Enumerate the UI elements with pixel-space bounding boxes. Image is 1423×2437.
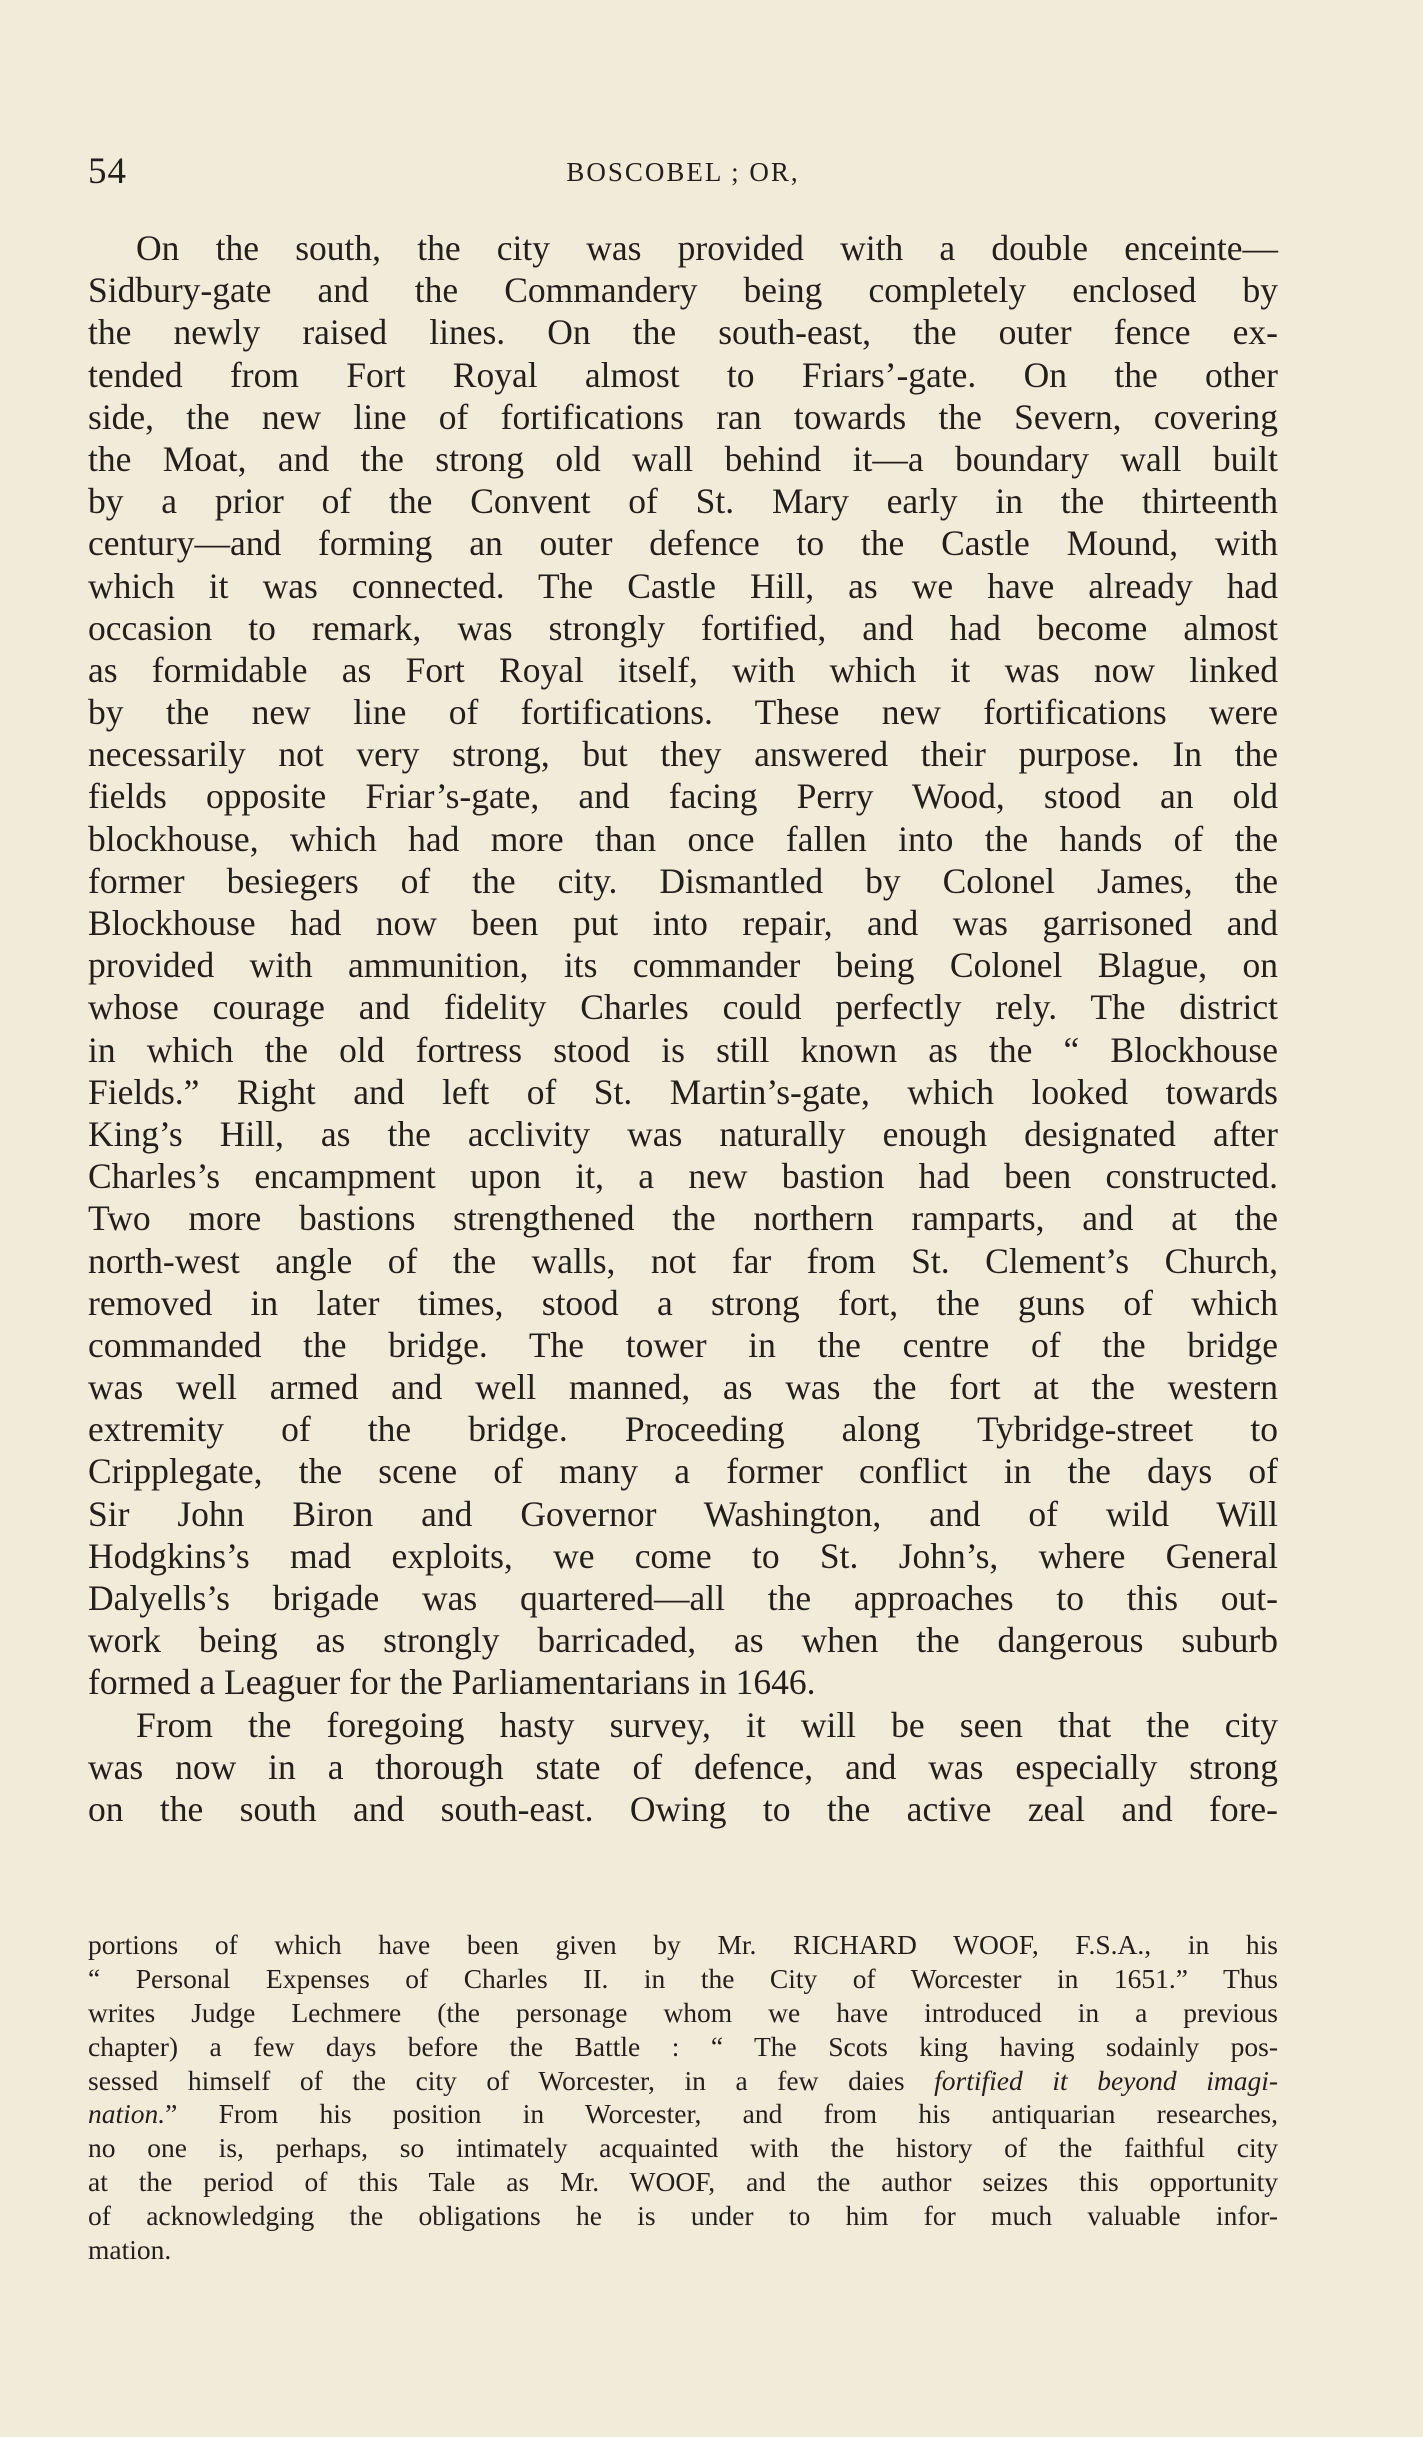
text-line: Sidbury-gate and the Commandery being completely enclosed by	[88, 270, 1278, 311]
page-number: 54	[88, 151, 127, 192]
text-line: King’s Hill, as the acclivity was naturally enough designated after	[88, 1113, 1278, 1154]
footnote-line	[88, 2064, 1278, 2098]
footnote-line	[88, 2097, 1278, 2131]
text-line: formed a Leaguer for the Parliamentarians in 1646.	[88, 1662, 816, 1703]
text-line: as formidable as Fort Royal itself, with which it was now linked	[88, 649, 1278, 690]
footnote-line: “ Personal Expenses of Charles II. in the City of Worcester in 1651.” Thus	[88, 1962, 1278, 1994]
footnote-line: at the period of this Tale as Mr. WOOF, and the author seizes this opportunity	[88, 2166, 1278, 2198]
text-line: the newly raised lines. On the south-east, the outer fence ex-	[88, 312, 1278, 353]
footnote-line: portions of which have been given by Mr. RICHARD WOOF, F.S.A., in his	[88, 1929, 1278, 1960]
text-line: on the south and south-east. Owing to the active zeal and fore-	[88, 1788, 1278, 1829]
footnote-line-text: ” From his position in Worcester, and from his antiquarian researches,	[165, 2098, 1278, 2130]
text-line: Dalyells’s brigade was quartered—all the approaches to this out-	[88, 1578, 1278, 1618]
text-line: north-west angle of the walls, not far from St. Clement’s Church,	[88, 1240, 1278, 1281]
footnote-line: no one is, perhaps, so intimately acquainted with the history of the faithful city	[88, 2132, 1278, 2164]
quoted-italic-text: fortified it beyond imagi-	[934, 2064, 1278, 2096]
text-line: removed in later times, stood a strong fort, the guns of which	[88, 1282, 1278, 1323]
text-line: blockhouse, which had more than once fallen into the hands of the	[88, 818, 1278, 859]
running-head: BOSCOBEL ; OR,	[566, 157, 800, 187]
text-line: work being as strongly barricaded, as when the dangerous suburb	[88, 1620, 1278, 1661]
text-line: tended from Fort Royal almost to Friars’-gate. On the other	[88, 354, 1278, 395]
text-line: century—and forming an outer defence to the Castle Mound, with	[88, 523, 1278, 564]
text-line: Hodgkins’s mad exploits, we come to St. John’s, where General	[88, 1535, 1278, 1576]
footnote-line: mation.	[88, 2234, 172, 2266]
text-line: by a prior of the Convent of St. Mary early in the thirteenth	[88, 481, 1278, 522]
text-line: extremity of the bridge. Proceeding along Tybridge-street to	[88, 1409, 1278, 1450]
footnote-line: writes Judge Lechmere (the personage whom we have introduced in a previous	[88, 1996, 1278, 2028]
main-text	[88, 227, 1278, 1830]
text-line: provided with ammunition, its commander being Colonel Blague, on	[88, 945, 1278, 986]
text-line: was now in a thorough state of defence, and was especially strong	[88, 1746, 1278, 1787]
text-line: From the foregoing hasty survey, it will be seen that the city	[136, 1704, 1278, 1745]
text-line: was well armed and well manned, as was the fort at the western	[88, 1367, 1278, 1408]
text-line: which it was connected. The Castle Hill, as we have already had	[88, 565, 1278, 606]
footnote-line-text: sessed himself of the city of Worcester, in a few daies	[88, 2064, 935, 2096]
text-line: whose courage and fidelity Charles could perfectly rely. The district	[88, 987, 1278, 1028]
footnote-line: chapter) a few days before the Battle : “ The Scots king having sodainly pos-	[88, 2030, 1278, 2062]
quoted-italic-text: nation.	[88, 2098, 166, 2130]
footnote	[88, 1928, 1278, 2267]
text-line: necessarily not very strong, but they answered their purpose. In the	[88, 734, 1278, 775]
text-line: Fields.” Right and left of St. Martin’s-gate, which looked towards	[88, 1071, 1278, 1112]
text-line: Blockhouse had now been put into repair, and was garrisoned and	[88, 903, 1278, 943]
text-line: former besiegers of the city. Dismantled by Colonel James, the	[88, 860, 1278, 901]
text-line: Cripplegate, the scene of many a former conflict in the days of	[88, 1451, 1278, 1492]
text-line: On the south, the city was provided with a double enceinte—	[136, 228, 1278, 268]
text-line: Sir John Biron and Governor Washington, and of wild Will	[88, 1493, 1278, 1534]
text-line: by the new line of fortifications. These new fortifications were	[88, 692, 1278, 733]
text-line: Two more bastions strengthened the northern ramparts, and at the	[88, 1198, 1278, 1239]
text-line: fields opposite Friar’s-gate, and facing Perry Wood, stood an old	[88, 776, 1278, 817]
footnote-line: of acknowledging the obligations he is under to him for much valuable infor-	[88, 2200, 1278, 2232]
text-line: side, the new line of fortifications ran towards the Severn, covering	[88, 396, 1278, 437]
page-header	[88, 148, 1278, 196]
text-line: Charles’s encampment upon it, a new bastion had been constructed.	[88, 1156, 1278, 1197]
text-line: in which the old fortress stood is still known as the “ Blockhouse	[88, 1029, 1278, 1070]
text-line: the Moat, and the strong old wall behind it—a boundary wall built	[88, 438, 1278, 479]
text-line: occasion to remark, was strongly fortified, and had become almost	[88, 607, 1278, 648]
text-line: commanded the bridge. The tower in the centre of the bridge	[88, 1324, 1278, 1365]
